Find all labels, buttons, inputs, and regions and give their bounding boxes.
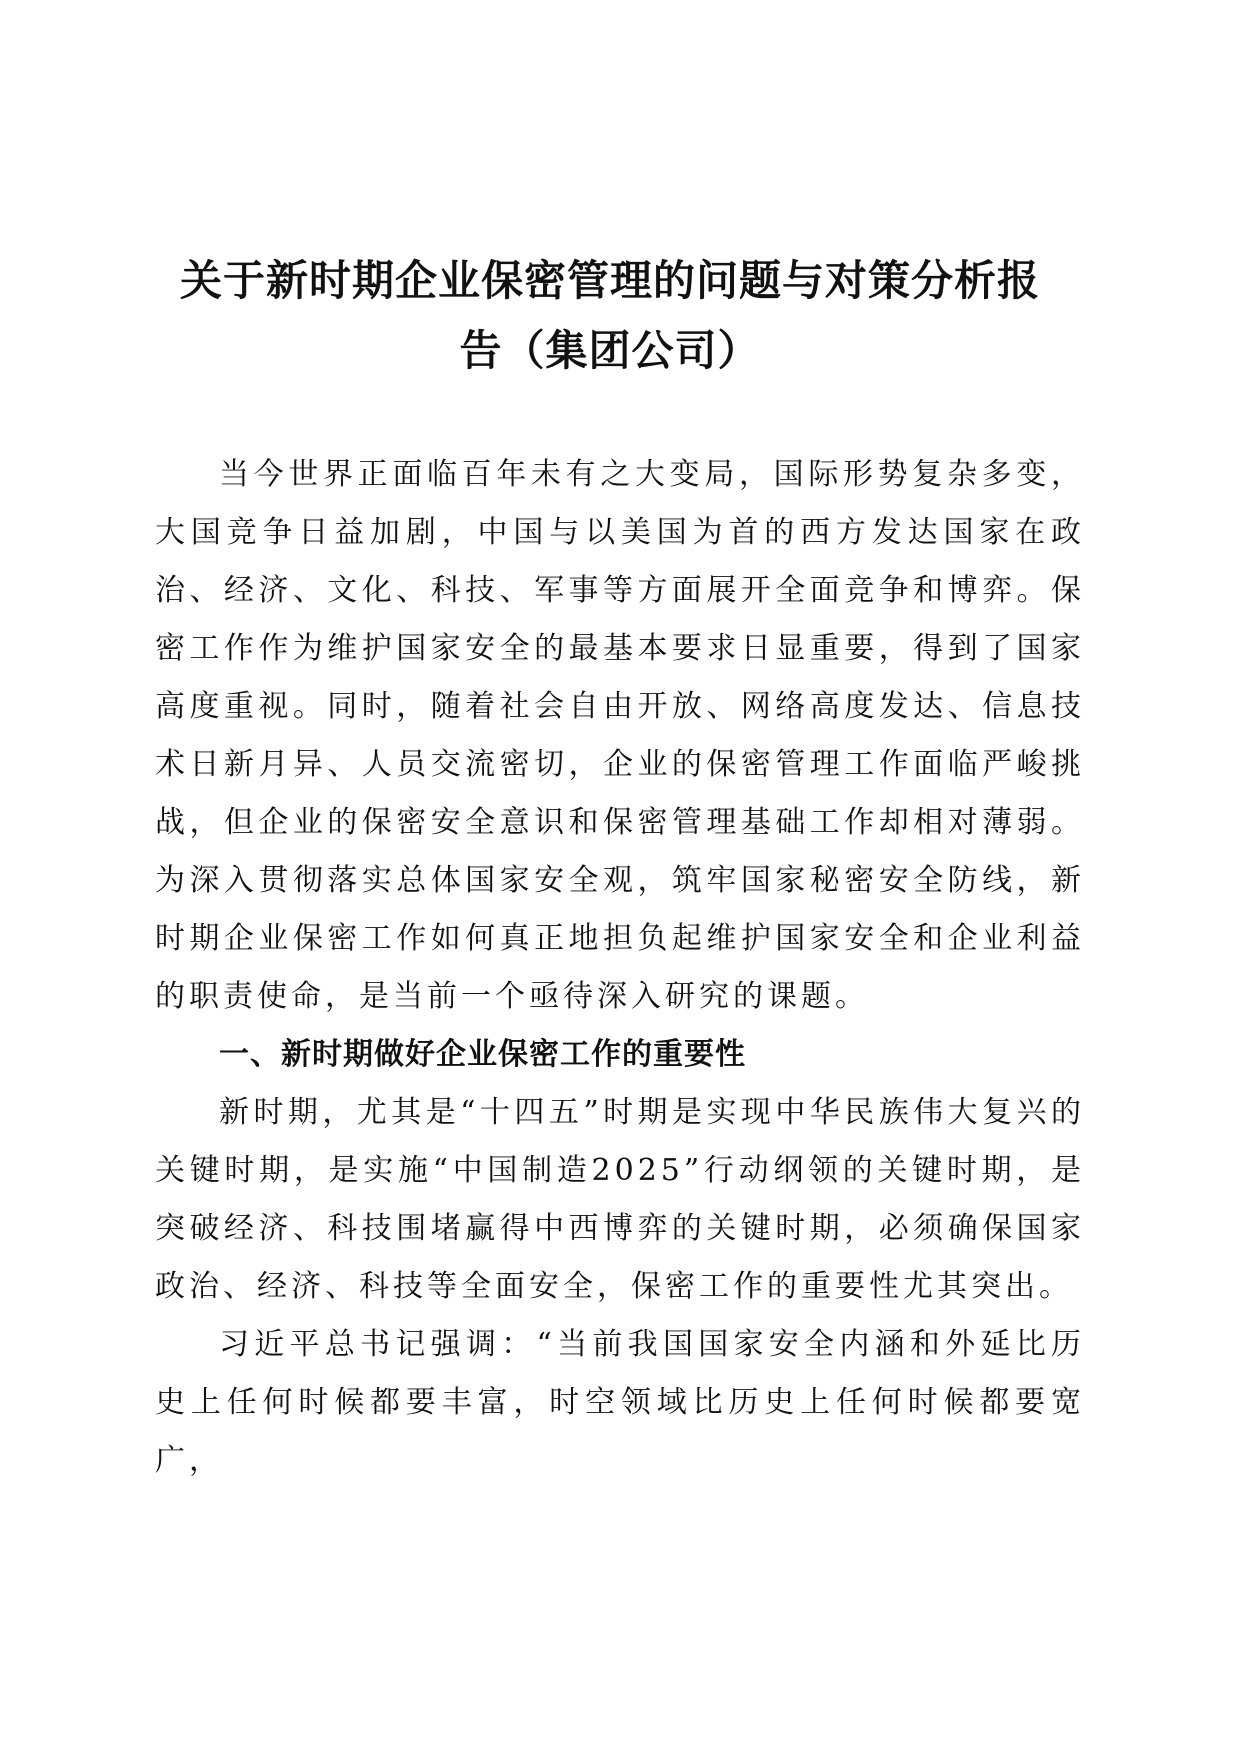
document-body: [155, 446, 1085, 1490]
document-title: [140, 246, 1080, 386]
title-line-2: 告（集团公司）: [459, 326, 761, 375]
section-1-paragraph-2: 习近平总书记强调：“当前我国国家安全内涵和外延比历史上任何时候都要丰富，时空领域比历史上任何时候都要宽广，: [155, 1327, 1085, 1478]
title-line-1: 关于新时期企业保密管理的问题与对策分析报: [179, 256, 1040, 305]
section-1-paragraph-1: 新时期，尤其是“十四五”时期是实现中华民族伟大复兴的关键时期，是实施“中国制造2025”行动纲领的关键时期，是突破经济、科技围堵赢得中西博弈的关键时期，必须确保国家政治、经济、科技等全面安全，保密工作的重要性尤其突出。: [155, 1095, 1085, 1304]
intro-paragraph: 当今世界正面临百年未有之大变局，国际形势复杂多变，大国竞争日益加剧，中国与以美国为首的西方发达国家在政治、经济、文化、科技、军事等方面展开全面竞争和博弈。保密工作作为维护国家安全的最基本要求日显重要，得到了国家高度重视。同时，随着社会自由开放、网络高度发达、信息技术日新月异、人员交流密切，企业的保密管理工作面临严峻挑战，但企业的保密安全意识和保密管理基础工作却相对薄弱。为深入贯彻落实总体国家安全观，筑牢国家秘密安全防线，新时期企业保密工作如何真正地担负起维护国家安全和企业利益的职责使命，是当前一个亟待深入研究的课题。: [155, 457, 1085, 1014]
section-heading-1: 一、新时期做好企业保密工作的重要性: [219, 1037, 746, 1072]
